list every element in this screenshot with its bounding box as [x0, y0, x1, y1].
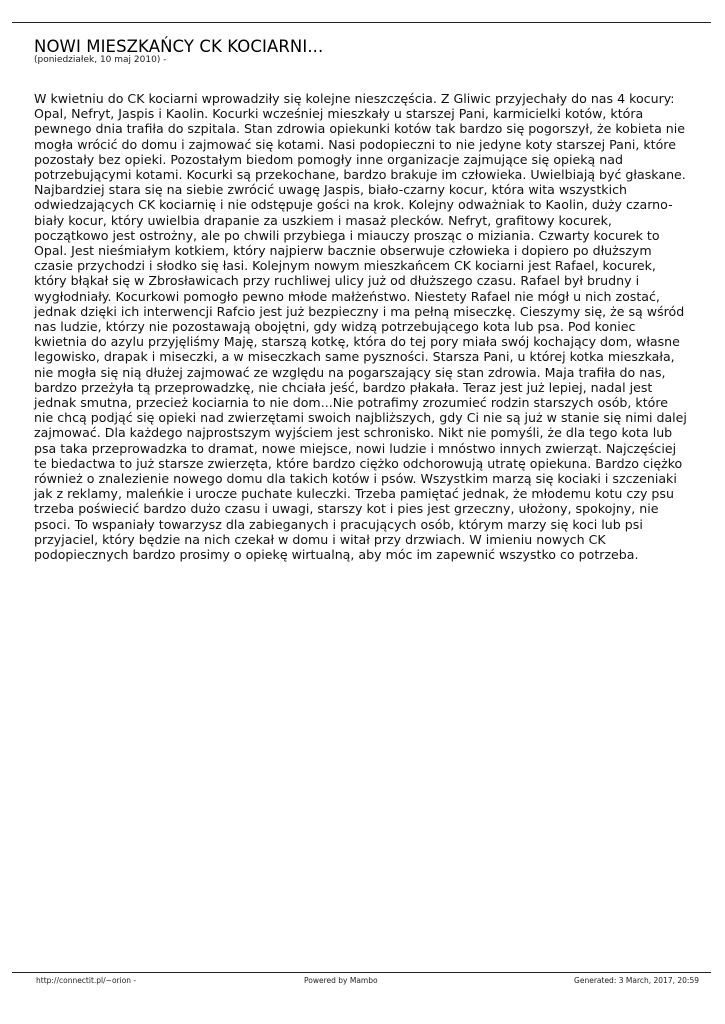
footer-url: http://connectit.pl/~orion -	[36, 976, 137, 985]
article-date: (poniedziałek, 10 maj 2010) -	[34, 55, 167, 65]
bottom-divider	[12, 972, 711, 973]
footer-generated: Generated: 3 March, 2017, 20:59	[574, 976, 699, 985]
article-title: NOWI MIESZKAŃCY CK KOCIARNI...	[34, 37, 324, 56]
footer-powered-by: Powered by Mambo	[304, 976, 378, 985]
article-body: W kwietniu do CK kociarni wprowadziły się kolejne nieszczęścia. Z Gliwic przyjechały do nas 4 kocury: Opal, Nefryt, Jaspis i Kaolin. Kocurki wcześniej mieszkały u starszej Pani, karmicielki kotów, która pewnego dnia trafiła do szpitala. Stan zdrowia opiekunki kotów tak bardzo się pogorszył, że kobieta nie mogła wrócić do domu i zajmować się kotami. Nasi podopieczni to nie jedyne koty starszej Pani, które pozostały bez opieki. Pozostałym biedom pomogły inne organizacje zajmujące się opieką nad potrzebującymi kotami. Kocurki są przekochane, bardzo brakuje im człowieka. Uwielbiają być głaskane. Najbardziej stara się na siebie zwrócić uwagę Jaspis, biało-czarny kocur, która wita wszystkich odwiedzających CK kociarnię i nie odstępuje gości na krok. Kolejny odważniak to Kaolin, duży czarno-biały kocur, który uwielbia drapanie za uszkiem i masaż plecków. Nefryt, grafitowy kocurek, początkowo jest ostrożny, ale po chwili przybiega i miauczy prosząc o miziania. Czwarty kocurek to Opal. Jest nieśmiałym kotkiem, który najpierw bacznie obserwuje człowieka i dopiero po dłuższym czasie przychodzi i słodko się łasi. Kolejnym nowym mieszkańcem CK kociarni jest Rafael, kocurek, który błąkał się w Zbrosławicach przy ruchliwej ulicy już od dłuższego czasu. Rafael był brudny i wygłodniały. Kocurkowi pomogło pewno młode małżeństwo. Niestety Rafael nie mógł u nich zostać, jednak dzięki ich interwencji Rafcio jest już bezpieczny i ma pełną miseczkę. Cieszymy się, że są wśród nas ludzie, którzy nie pozostawają obojętni, gdy widzą potrzebującego kota lub psa. Pod koniec kwietnia do azylu przyjęliśmy Maję, starszą kotkę, która do tej pory miała swój kochający dom, własne legowisko, drapak i miseczki, a w miseczkach same pyszności. Starsza Pani, u której kotka mieszkała, nie mogła się nią dłużej zajmować ze względu na pogarszający się stan zdrowia. Maja trafiła do nas, bardzo przeżyła tą przeprowadzkę, nie chciała jeść, bardzo płakała. Teraz jest już lepiej, nadal jest jednak smutna, przecież kociarnia to nie dom...Nie potrafimy zrozumieć rodzin starszych osób, które nie chcą podjąć się opieki nad zwierzętami swoich najbliższych, gdy Ci nie są już w stanie się nimi dalej zajmować. Dla każdego najprostszym wyjściem jest schronisko. Nikt nie pomyśli, że dla tego kota lub psa taka przeprowadzka to dramat, nowe miejsce, nowi ludzie i mnóstwo innych zwierząt. Najczęściej te biedactwa to już starsze zwierzęta, które bardzo ciężko odchorowują utratę opiekuna. Bardzo ciężko również o znalezienie nowego domu dla takich kotów i psów. Wszystkim marzą się kociaki i szczeniaki jak z reklamy, maleńkie i urocze puchate kuleczki. Trzeba pamiętać jednak, że młodemu kotu czy psu trzeba poświecić bardzo dużo czasu i uwagi, starszy kot i pies jest grzeczny, ułożony, spokojny, nie psoci. To wspaniały towarzysz dla zabieganych i pracujących osób, którym marzy się koci lub psi przyjaciel, który będzie na nich czekał w domu i witał przy drzwiach. W imieniu nowych CK podopiecznych bardzo prosimy o opiekę wirtualną, aby móc im zapewnić wszystko co potrzeba.	[34, 91, 687, 563]
top-divider	[12, 22, 711, 23]
